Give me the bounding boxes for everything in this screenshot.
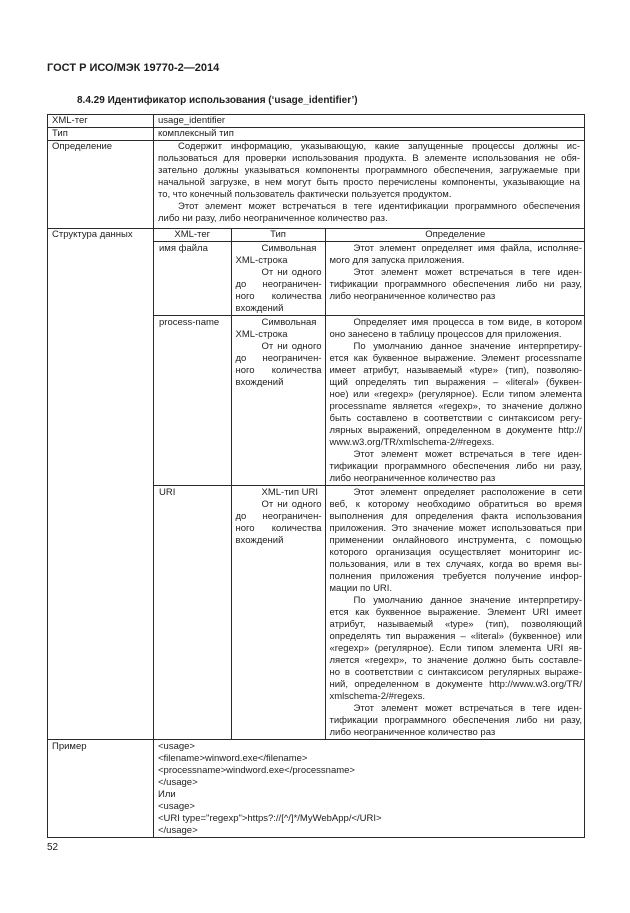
row-label: Структура данных xyxy=(48,229,154,740)
text-line: По умолчанию данное значение интерпретиру- xyxy=(353,595,582,606)
row-data-structure xyxy=(48,229,585,740)
text-line: приложения. Это значение может использоваться при xyxy=(329,523,582,534)
text-line: определять тип выражения – «literal» (буквенное) или xyxy=(329,631,582,642)
text-line: либо неограниченное количество раз xyxy=(329,473,496,484)
row-label: Тип xyxy=(48,128,154,141)
data-structure-table xyxy=(154,229,585,739)
text-line: ний, определенном в документе http://www.w3.org/TR/ xyxy=(329,679,582,690)
text-line: ного количества xyxy=(235,291,322,302)
example-line: <filename>winword.exe</filename> xyxy=(158,753,308,764)
text-line: лярных выражений, определенном в документе http:// xyxy=(329,425,582,436)
text-line: то, что конечный пользователь фактически пользуется продуктом. xyxy=(158,189,452,200)
text-line: полнения приложения требуется получение инфор- xyxy=(329,571,582,582)
text-line: но в соответствии с синтаксисом регулярных выраже- xyxy=(329,667,582,678)
text-line: быть составлено в соответствии с синтаксисом регу- xyxy=(329,413,582,424)
text-line: www.w3.org/TR/xmlschema-2/#regexs. xyxy=(329,437,495,448)
row-example xyxy=(48,740,585,838)
data-structure-cell xyxy=(154,229,585,740)
text-line: Символьная xyxy=(261,243,317,254)
paragraph xyxy=(330,703,583,739)
text-line: processname является «regexp», то значение должно xyxy=(329,401,582,412)
item-type xyxy=(231,486,325,740)
table-row xyxy=(154,486,585,740)
paragraph xyxy=(236,341,322,389)
item-tag: имя файла xyxy=(154,242,231,316)
text-line: тификации программного обеспечения либо ни разу, xyxy=(329,461,582,472)
example-line: </usage> xyxy=(158,777,198,788)
text-line: xmlschema-2/#regexs. xyxy=(329,691,426,702)
text-line: От ни одного xyxy=(261,267,322,278)
text-line: оно занесено в таблицу процессов для приложения. xyxy=(329,329,562,340)
text-line: либо ни разу, либо неограниченное количество раз. xyxy=(158,213,388,224)
text-line: Символьная xyxy=(261,317,317,328)
table-row xyxy=(154,316,585,486)
table-row xyxy=(154,242,585,316)
definition-text xyxy=(154,141,585,229)
row-label: XML-тег xyxy=(48,115,154,128)
text-line: атрибут, называемый «type» (тип), позволяющий xyxy=(329,619,582,630)
text-line: начальной загрузке, в нем могут быть просто перечислены компоненты, указывающие на xyxy=(158,177,580,188)
column-header-definition: Определение xyxy=(325,229,585,242)
text-line: зательно должны указываться компоненты программного обеспечения, загружаемые при xyxy=(158,165,580,176)
text-line: либо неограниченное количество раз xyxy=(329,291,496,302)
item-type xyxy=(231,242,325,316)
example-line: <usage> xyxy=(158,741,195,752)
text-line: Этот элемент может встречаться в теге иден- xyxy=(353,267,582,278)
text-line: XML-строка xyxy=(235,329,288,340)
text-line: которого организация осуществляет мониторинг ис- xyxy=(329,547,582,558)
paragraph xyxy=(330,595,583,703)
text-line: Этот элемент определяет расположение в сети xyxy=(353,487,582,498)
paragraph xyxy=(158,141,580,201)
text-line: Этот элемент может встречаться в теге идентификации программного обеспечения xyxy=(178,201,580,212)
text-line: Этот элемент определяет имя файла, исполняе- xyxy=(353,243,582,254)
document-header: ГОСТ Р ИСО/МЭК 19770-2—2014 xyxy=(47,62,220,74)
text-line: ного количества xyxy=(235,365,322,376)
text-line: пользования, или в тех случаях, когда во время вы- xyxy=(329,559,582,570)
text-line: до неограничен- xyxy=(235,511,322,522)
text-line: щий определять тип выражения – «literal» (буквен- xyxy=(329,377,582,388)
text-line: до неограничен- xyxy=(235,279,322,290)
text-line: ного количества xyxy=(235,523,322,534)
paragraph xyxy=(330,267,583,303)
text-line: От ни одного xyxy=(261,341,322,352)
paragraph xyxy=(158,201,580,225)
text-line: тификации программного обеспечения либо ни разу, xyxy=(329,715,582,726)
item-tag: process-name xyxy=(154,316,231,486)
row-value: usage_identifier xyxy=(154,115,585,128)
text-line: Этот элемент может встречаться в теге иден- xyxy=(353,703,582,714)
text-line: выполнения для определения факта использования xyxy=(329,511,582,522)
text-line: По умолчанию данное значение интерпретиру- xyxy=(353,341,582,352)
paragraph xyxy=(330,243,583,267)
table-body xyxy=(48,115,585,838)
example-line: <processname>windword.exe</processname> xyxy=(158,765,355,776)
text-line: Определяет имя процесса в том виде, в котором xyxy=(353,317,582,328)
column-header-type: Тип xyxy=(231,229,325,242)
section-title: 8.4.29 Идентификатор использования (‘usage_identifier’) xyxy=(77,95,358,106)
text-line: вхождений xyxy=(235,535,284,546)
paragraph xyxy=(330,317,583,341)
text-line: ляется «regexp», то значение должно быть составле- xyxy=(329,655,582,666)
text-line: имеет атрибут, называемый «type» (тип), позволяю- xyxy=(329,365,582,376)
text-line: до неограничен- xyxy=(235,353,322,364)
paragraph xyxy=(236,243,322,267)
text-line: ется как буквенное выражение. Элемент processname xyxy=(329,353,582,364)
text-line: вхождений xyxy=(235,377,284,388)
text-line: мации по URI. xyxy=(329,583,393,594)
text-line: пользоваться для проверки использования продукта. В элементе использования не обя- xyxy=(158,153,580,164)
paragraph xyxy=(236,267,322,315)
paragraph xyxy=(236,317,322,341)
paragraph xyxy=(330,487,583,595)
row-type xyxy=(48,128,585,141)
row-label: Определение xyxy=(48,141,154,229)
text-line: вхождений xyxy=(235,303,284,314)
row-label: Пример xyxy=(48,740,154,838)
item-tag: URI xyxy=(154,486,231,740)
item-definition xyxy=(325,486,585,740)
text-line: мого для запуска приложения. xyxy=(329,255,465,266)
example-line: Или xyxy=(158,789,176,800)
item-definition xyxy=(325,316,585,486)
text-line: От ни одного xyxy=(261,499,322,510)
example-line: </usage> xyxy=(158,825,198,836)
item-definition xyxy=(325,242,585,316)
item-type xyxy=(231,316,325,486)
text-line: тификации программного обеспечения либо ни разу, xyxy=(329,279,582,290)
paragraph xyxy=(330,341,583,449)
example-code xyxy=(154,740,585,838)
text-line: применении онлайнового инструмента, с помощью xyxy=(329,535,582,546)
nested-header-row xyxy=(154,229,585,242)
text-line: либо неограниченное количество раз xyxy=(329,727,496,738)
page-number: 52 xyxy=(47,842,59,853)
text-line: «regexp» (регулярное). Если типом элемента URI яв- xyxy=(329,643,582,654)
nested-table-body xyxy=(154,229,585,739)
paragraph xyxy=(236,487,322,499)
row-xml-tag xyxy=(48,115,585,128)
text-line: Этот элемент может встречаться в теге иден- xyxy=(353,449,582,460)
paragraph xyxy=(330,449,583,485)
example-line: <usage> xyxy=(158,801,195,812)
text-line: XML-строка xyxy=(235,255,288,266)
element-definition-table xyxy=(47,114,585,838)
paragraph xyxy=(236,499,322,547)
example-line: <URI type="regexp">https?://[^/]*/MyWebApp/</URI> xyxy=(158,813,382,824)
text-line: ное) или «regexp» (регулярное). Если типом элемента xyxy=(329,389,582,400)
text-line: веб, к которому необходимо обратиться во время xyxy=(329,499,582,510)
text-line: XML-тип URI xyxy=(261,487,318,498)
row-definition xyxy=(48,141,585,229)
column-header-xml-tag: XML-тег xyxy=(154,229,231,242)
row-value: комплексный тип xyxy=(154,128,585,141)
text-line: Содержит информацию, указывающую, какие запущенные процессы должны ис- xyxy=(178,141,580,152)
text-line: ется как буквенное выражение. Элемент URI имеет xyxy=(329,607,582,618)
